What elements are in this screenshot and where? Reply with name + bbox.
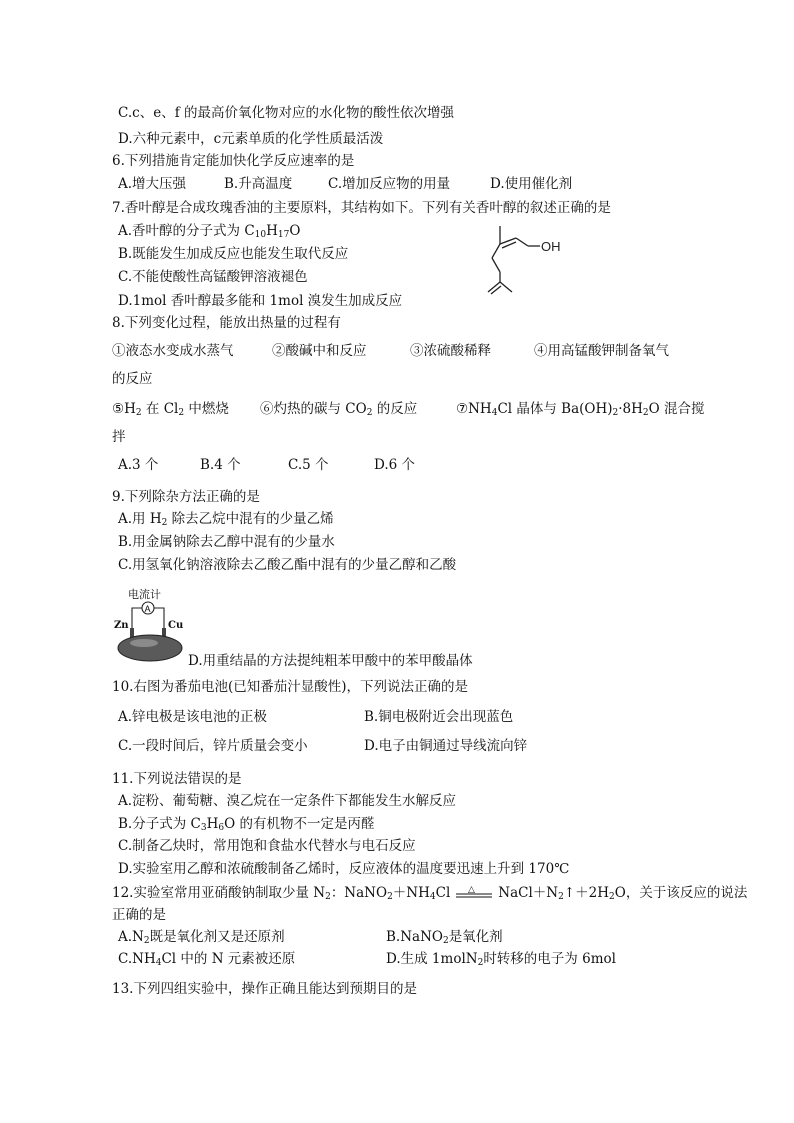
- q11-option-d: D.实验室用乙醇和浓硫酸制备乙烯时，反应液体的温度要迅速上升到 170℃: [118, 861, 570, 877]
- q8-item-7-cont: 拌: [112, 429, 126, 445]
- q8-option-a: A.3 个: [118, 457, 159, 473]
- q8-item-1: ①液态水变成水蒸气: [112, 343, 234, 359]
- q10-option-c: C.一段时间后，锌片质量会变小: [118, 738, 308, 754]
- svg-text:△: △: [468, 885, 476, 895]
- q8-option-b: B.4 个: [200, 457, 241, 473]
- q10-stem: 10.右图为番茄电池(已知番茄汁显酸性)，下列说法正确的是: [112, 679, 469, 695]
- q8-option-d: D.6 个: [374, 457, 416, 473]
- q10-option-d: D.电子由铜通过导线流向锌: [364, 738, 528, 754]
- q7-option-d: D.1mol 香叶醇最多能和 1mol 溴发生加成反应: [118, 293, 403, 309]
- q11-option-b: B.分子式为 $C_3H_6O$ 的有机物不一定是丙醛: [118, 816, 375, 833]
- q9-stem: 9.下列除杂方法正确的是: [112, 489, 260, 505]
- q6-option-b: B.升高温度: [224, 176, 293, 192]
- q9-option-b: B.用金属钠除去乙醇中混有的少量水: [118, 534, 335, 550]
- tomato-battery-figure: [112, 588, 194, 664]
- cu-label: Cu: [168, 620, 184, 631]
- geraniol-structure-figure: [478, 224, 570, 300]
- oh-label: OH: [541, 239, 561, 254]
- svg-text:A: A: [144, 604, 151, 614]
- q8-option-c: C.5 个: [288, 457, 329, 473]
- q6-stem: 6.下列措施肯定能加快化学反应速率的是: [112, 153, 355, 169]
- galvanometer-label: 电流计: [128, 588, 161, 601]
- q13-stem: 13.下列四组实验中，操作正确且能达到预期目的是: [112, 981, 417, 997]
- q8-item-4-cont: 的反应: [112, 371, 153, 387]
- q12-option-c: $C.NH_4Cl$ 中的 N 元素被还原: [118, 951, 296, 968]
- q12-option-d: D.生成 1molN$_2$时转移的电子为 6mol: [386, 951, 616, 968]
- q8-stem: 8.下列变化过程，能放出热量的过程有: [112, 315, 341, 331]
- zn-label: Zn: [114, 620, 129, 631]
- q6-option-a: A.增大压强: [118, 176, 187, 192]
- q12-option-a: $A.N_2$既是氧化剂又是还原剂: [118, 929, 285, 946]
- q8-item-4: ④用高锰酸钾制备氧气: [534, 343, 669, 359]
- q8-item-3: ③浓硫酸稀释: [410, 343, 491, 359]
- q11-stem: 11.下列说法错误的是: [112, 771, 242, 787]
- q7-option-b: B.既能发生加成反应也能发生取代反应: [118, 246, 349, 262]
- q7-option-c: C.不能使酸性高锰酸钾溶液褪色: [118, 269, 308, 285]
- q9-option-c: C.用氢氧化钠溶液除去乙酸乙酯中混有的少量乙醇和乙酸: [118, 557, 457, 573]
- q6-option-d: D.使用催化剂: [490, 176, 573, 192]
- q8-item-2: ②酸碱中和反应: [272, 343, 367, 359]
- q8-item-6: ⑥灼热的碳与 $CO_2$ 的反应: [260, 401, 418, 418]
- q11-option-c: C.制备乙炔时，常用饱和食盐水代替水与电石反应: [118, 838, 416, 854]
- q11-option-a: A.淀粉、葡萄糖、溴乙烷在一定条件下都能发生水解反应: [118, 793, 457, 809]
- q5-option-c: C.c、e、f 的最高价氧化物对应的水化物的酸性依次增强: [118, 105, 454, 121]
- q12-stem: 12.实验室常用亚硝酸钠制取少量 $N_2$：$NaNO_2+NH_4Cl$ △ $NaCl+N_2↑+2H_2O$，关于该反应的说法: [112, 885, 748, 902]
- q10-option-b: B.铜电极附近会出现蓝色: [364, 709, 514, 725]
- q8-item-5: $⑤H_2$ 在 $Cl_2$ 中燃烧: [112, 401, 229, 418]
- q12-option-b: B.NaNO$_2$是氧化剂: [386, 929, 503, 946]
- q7-option-a: A.香叶醇的分子式为 $C_{10}H_{17}O$: [118, 223, 301, 240]
- q10-option-a: A.锌电极是该电池的正极: [118, 709, 268, 725]
- q8-item-7: $⑦NH_4Cl$ 晶体与 $Ba(OH)_2\cdot 8H_2O$ 混合搅: [456, 401, 705, 418]
- q6-option-c: C.增加反应物的用量: [328, 176, 451, 192]
- q7-stem: 7.香叶醇是合成玫瑰香油的主要原料，其结构如下。下列有关香叶醇的叙述正确的是: [112, 200, 611, 216]
- q5-option-d: D.六种元素中，c元素单质的化学性质最活泼: [118, 131, 384, 147]
- q12-stem-cont: 正确的是: [112, 907, 166, 923]
- q9-option-d: D.用重结晶的方法提纯粗苯甲酸中的苯甲酸晶体: [188, 653, 473, 669]
- q9-option-a: A.用 $H_2$ 除去乙烷中混有的少量乙烯: [118, 511, 334, 528]
- tomato-icon: [118, 635, 182, 661]
- heating-equals-sign: [454, 885, 494, 899]
